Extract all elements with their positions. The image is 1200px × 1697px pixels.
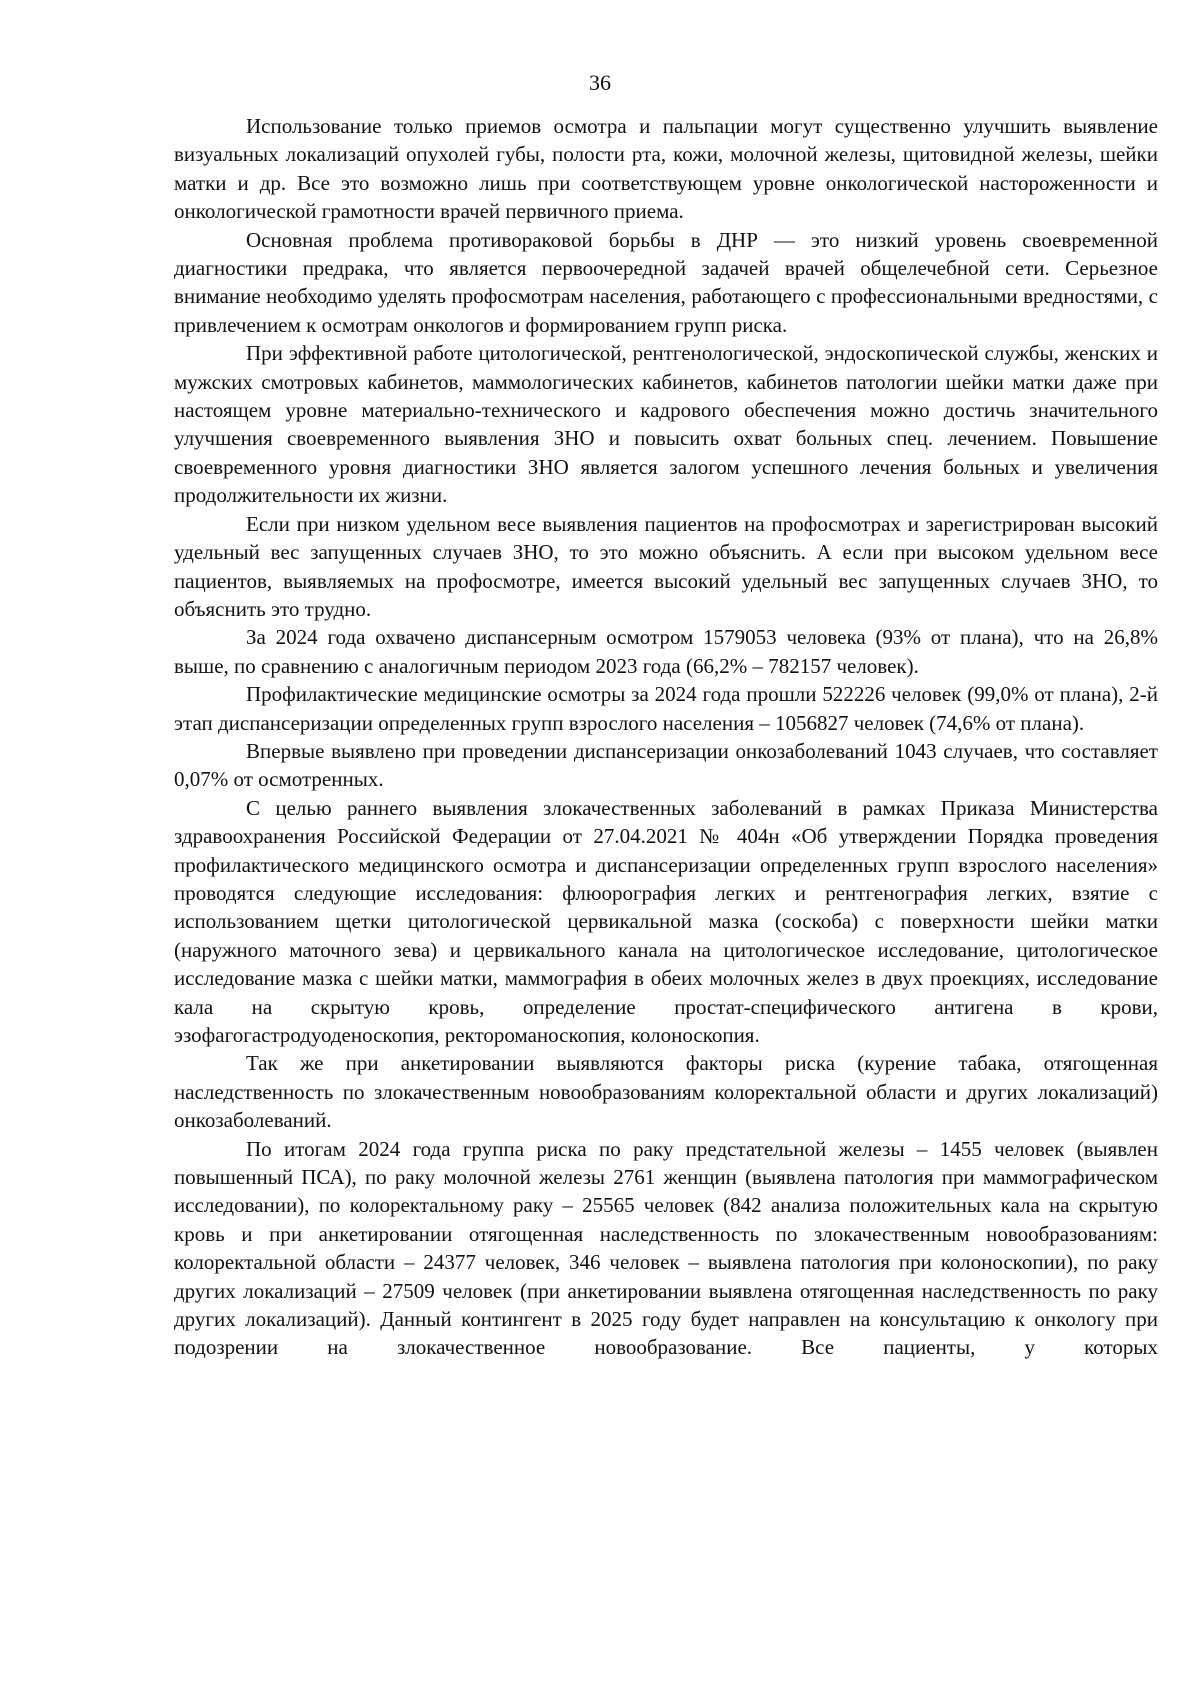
page-number: 36 [589, 70, 611, 95]
paragraph-low-detection: Если при низком удельном весе выявления пациентов на профосмотрах и зарегистрирован высокий удельный вес запущенных случаев ЗНО, то это можно объяснить. А если при высоком удельном весе пациентов, выявляемых на профосмотре, имеется высокий удельный вес запущенных случаев ЗНО, то объяснить это трудно. [174, 511, 1158, 621]
paragraph-order-404n: С целью раннего выявления злокачественных заболеваний в рамках Приказа Министерства здравоохранения Российской Федерации от 27.04.2021 № 404н «Об утверждении Порядка проведения профилактического медицинского осмотра и диспансеризации определенных групп взрослого населения» проводятся следующие исследования: флюорография легких и рентгенография легких, взятие с использованием щетки цитологической цервикальной мазка (соскоба) с поверхности шейки матки (наружного маточного зева) и цервикального канала на цитологическое исследование, цитологическое исследование мазка с шейки матки, маммография в обеих молочных желез в двух проекциях, исследование кала на скрытую кровь, определение простат-специфического антигена в крови, эзофагогастродуоденоскопия, ректороманоскопия, колоноскопия. [174, 795, 1158, 1047]
paragraph-first-detected: Впервые выявлено при проведении диспансеризации онкозаболеваний 1043 случаев, что составляет 0,07% от осмотренных. [174, 738, 1158, 792]
paragraph-preventive-exams: Профилактические медицинские осмотры за 2024 года прошли 522226 человек (99,0% от плана), 2-й этап диспансеризации определенных групп взрослого населения – 1056827 человек (74,6% от плана). [174, 682, 1158, 735]
paragraph-main-problem: Основная проблема противораковой борьбы в ДНР — это низкий уровень своевременной диагностики предрака, что является первоочередной задачей врачей общелечебной сети. Серьезное внимание необходимо уделять профосмотрам населения, работающего с профессиональными вредностями, с привлечением к осмотрам онкологов и формированием групп риска. [174, 227, 1158, 337]
paragraph-dispensary-coverage: За 2024 года охвачено диспансерным осмотром 1579053 человека (93% от плана), что на 26,8% выше, по сравнению с аналогичным периодом 2023 года (66,2% – 782157 человек). [174, 625, 1158, 678]
paragraph-risk-groups: По итогам 2024 года группа риска по раку предстательной железы – 1455 человек (выявлен повышенный ПСА), по раку молочной железы 2761 женщин (выявлена патология при маммографическом исследовании), по колоректальному раку – 25565 человек (842 анализа положительных кала на скрытую кровь и при анкетировании отягощенная наследственность по злокачественным новообразованиям: колоректальной области – 24377 человек, 346 человек – выявлена патология при колоноскопии), по раку других локализаций – 27509 человек (при анкетировании выявлена отягощенная наследственность по раку других локализаций). Данный контингент в 2025 году будет направлен на консультацию к онкологу при подозрении на злокачественное новообразование. Все пациенты, у которых [174, 1136, 1158, 1360]
paragraph-risk-factors: Так же при анкетировании выявляются факторы риска (курение табака, отягощенная наследственность по злокачественным новообразованиям колоректальной области и других локализаций) онкозаболеваний. [174, 1051, 1158, 1133]
paragraph-effective-work: При эффективной работе цитологической, рентгенологической, эндоскопической службы, женских и мужских смотровых кабинетов, маммологических кабинетов, кабинетов патологии шейки матки даже при настоящем уровне материально-технического и кадрового обеспечения можно достичь значительного улучшения своевременного выявления ЗНО и повысить охват больных спец. лечением. Повышение своевременного уровня диагностики ЗНО является залогом успешного лечения больных и увеличения продолжительности их жизни. [174, 341, 1158, 508]
body-text [174, 112, 1158, 1362]
paragraph-visual-screening: Использование только приемов осмотра и пальпации могут существенно улучшить выявление визуальных локализаций опухолей губы, полости рта, кожи, молочной железы, щитовидной железы, шейки матки и др. Все это возможно лишь при соответствующем уровне онкологической настороженности и онкологической грамотности врачей первичного приема. [174, 114, 1158, 224]
